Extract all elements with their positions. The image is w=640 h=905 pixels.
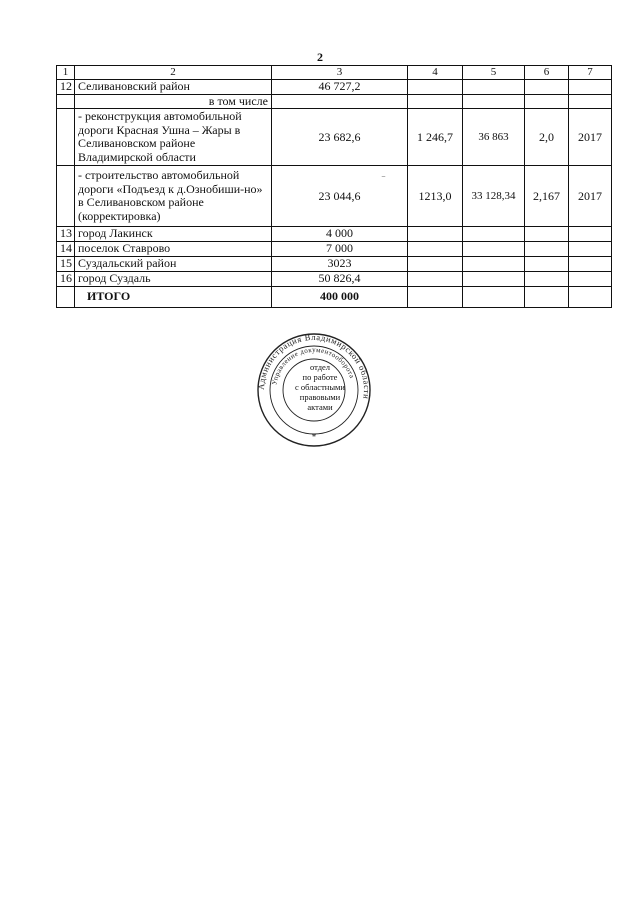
total-amount: 400 000 [272, 286, 408, 307]
header-cell: 5 [463, 66, 525, 80]
header-cell: 3 [272, 66, 408, 80]
header-cell: 7 [569, 66, 612, 80]
total-label: ИТОГО [75, 286, 272, 307]
project-col7: 2017 [569, 109, 612, 166]
project-col4: 1213,0 [408, 166, 463, 227]
row-number: 16 [57, 271, 75, 286]
header-cell: 1 [57, 66, 75, 80]
row-amount: 3023 [272, 257, 408, 272]
header-cell: 2 [75, 66, 272, 80]
stamp-star: * [311, 432, 317, 442]
table-row [57, 94, 612, 109]
stamp-line: актами [307, 402, 333, 412]
stamp-line: с областными [295, 382, 345, 392]
row-number: 12 [57, 79, 75, 94]
row-number: 14 [57, 242, 75, 257]
project-col5: 36 863 [463, 109, 525, 166]
stamp-line: отдел [309, 362, 331, 372]
row-name: город Суздаль [75, 271, 272, 286]
row-name: Селивановский район [75, 79, 272, 94]
table-header-row [57, 66, 612, 80]
row-number: 13 [57, 227, 75, 242]
table-row [57, 166, 612, 227]
stamp-center-text [290, 362, 350, 412]
stamp-inner-text: Управление документооборота [270, 345, 357, 386]
project-name: - строительство автомобильной дороги «Подъезд к д.Ознобиши-но» в Селивановском районе (корректировка) [75, 166, 272, 227]
row-amount: 50 826,4 [272, 271, 408, 286]
project-amount: 23 044,6 [272, 166, 408, 227]
header-cell: 6 [525, 66, 569, 80]
page-number: 2 [317, 50, 323, 64]
row-name: Суздальский район [75, 257, 272, 272]
header-cell: 4 [408, 66, 463, 80]
table-row [57, 227, 612, 242]
table-row [57, 242, 612, 257]
stamp-line: правовыми [299, 392, 341, 402]
stamp-line: по работе [302, 372, 338, 382]
table-row [57, 271, 612, 286]
project-col5: 33 128,34 [463, 166, 525, 227]
project-col4: 1 246,7 [408, 109, 463, 166]
subheader-label: в том числе [75, 94, 272, 109]
total-row [57, 286, 612, 307]
row-amount: 4 000 [272, 227, 408, 242]
table-row [57, 257, 612, 272]
project-name: - реконструкция автомобильной дороги Красная Ушна – Жары в Селивановском районе Владимирской области [75, 109, 272, 166]
pen-mark: ‾ [382, 176, 385, 186]
project-col7: 2017 [569, 166, 612, 227]
row-name: город Лакинск [75, 227, 272, 242]
row-amount: 46 727,2 [272, 79, 408, 94]
stamp-outer-text: Администрация Владимирской области [256, 332, 372, 401]
table-row [57, 109, 612, 166]
row-name: поселок Ставрово [75, 242, 272, 257]
project-amount: 23 682,6 [272, 109, 408, 166]
project-col6: 2,167 [525, 166, 569, 227]
table-row [57, 79, 612, 94]
funding-table [56, 65, 612, 308]
row-amount: 7 000 [272, 242, 408, 257]
project-col6: 2,0 [525, 109, 569, 166]
row-number: 15 [57, 257, 75, 272]
